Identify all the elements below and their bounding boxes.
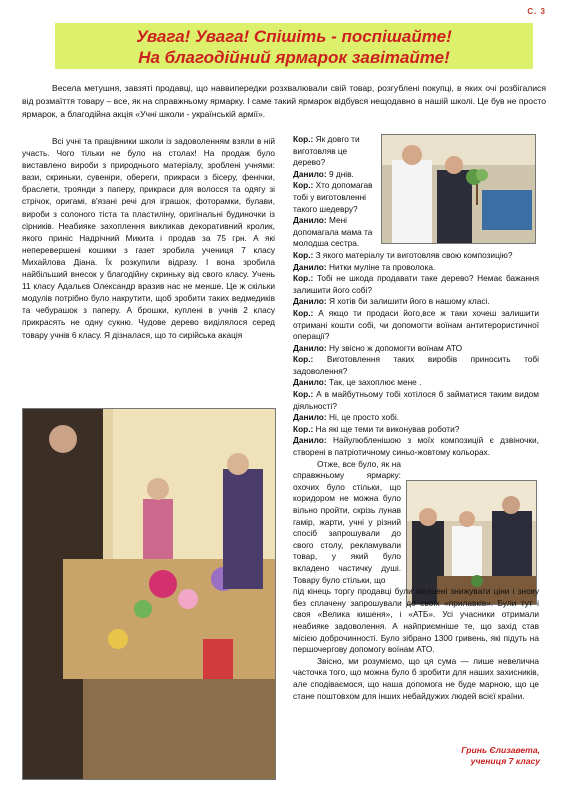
fair-tables-photo <box>22 408 276 780</box>
left-column <box>22 135 275 341</box>
intro-text: Весела метушня, завзяті продавці, що наввипередки розхвалювали свій товар, розгублені покупці, в яких очі розбігалися від розмаїття товару – все, як на справжньому ярмарку. І саме такий ярмарок відбувся нещодавно в нашій школі. Це був не просто ярмарок, а благодійна акція «Учні школи - українській армії». <box>22 83 546 119</box>
interview-speaker: Кор.: <box>293 354 314 365</box>
interview-row <box>293 435 539 458</box>
interview-line: Найулюбленішою з моїх композицій є дзвіночки, створені в патріотичному синьо-жовтому кольорах. <box>293 435 539 458</box>
interview-line: А якщо ти продаси його,все ж таки хочеш залишити отримані кошти собі, чи допомогти воїнам антитерористичної операції? <box>293 307 539 342</box>
interview-list <box>293 134 539 459</box>
interview-speaker: Кор.: <box>293 307 314 318</box>
interview-speaker: Кор.: <box>293 423 314 434</box>
closing-full-text: під кінець торгу продавці були змушені знижувати ціни і знову без сплачену запрошували до своїх «прилавків». Були тут і своя «Велика кишеня», і «АТБ». Усі учасники отримали неабияке задоволення. А найприємніше те, що захід став місією доброчинності. Було зібрано 1300 гривень, які підуть на першочергову допомогу воїнам АТО. <box>293 586 539 655</box>
closing-wrap-text: Отже, все було, як на справжньому ярмарку: охочих було стільки, що коридором не можна було вільно пройти, скрізь лунав гамір, жарти, учні у різний спосіб запрошували до свого столу, рекламували товар, у який було вкладено частичку душі. Товару було стільки, що <box>293 458 401 585</box>
interview-row <box>293 296 539 308</box>
intro-paragraph <box>22 82 546 121</box>
interview-line: Нитки муліне та проволока. <box>326 261 436 272</box>
title-line-1: Увага! Увага! Спішіть - поспішайте! <box>136 27 452 46</box>
left-column-text: Всі учні та працівники школи із задоволенням взяли в ній участь. Чого тільки не було на столах! На продаж було виставлено вироби з природнього матеріалу, зроблені учнями: вази, скриньки, сувеніри, обереги, прикраси з бісеру, фенічки, браслети, троянди з паперу, прикраси для волосся та одягу зі стрічок, оригамі, в'язані речі для іграшок, фоторамки, булави, вироби з солоного тіста та пластиліну, оригінальні будиночки із сірників. Неабияке захоплення викликав декоративний кролик, якого приніс Надрічний Микита і продав за 75 грн. А які неперевершені кошики з газет зробила учениця 7 класу Михайлова Діана. Їх розкупили відразу. І вона зробила найбільший внесок у благодійну скриньку від свого класу. Учень 11 класу Адальєв Олександр вразив нас не менше. Це ж скільки модулів потрібно було накрутити, щоб зробити таких ведмедиків та чебурашок з паперу. А брошки, куплені в учнів 2 класу прикрасять не одну сукню. Чудове дерево виділялося серед товару учнів 6 класу. Я дізналася, що то сирійська акація <box>22 136 275 340</box>
interview-line: Так, це захоплює мене . <box>326 377 422 388</box>
interview-column <box>293 134 539 702</box>
interview-row <box>293 215 377 250</box>
interview-line: На які ще теми ти виконував роботи? <box>313 423 460 434</box>
interview-row <box>293 377 539 389</box>
author-role: учениця 7 класу <box>470 756 540 766</box>
interview-line: Тобі не шкода продавати таке дерево? Немає бажання залишити його собі? <box>293 273 539 295</box>
interview-row <box>293 354 539 377</box>
interview-line: Я хотів би залишити його в нашому класі. <box>326 296 490 307</box>
author-name: Гринь Єлизавета, <box>461 745 540 755</box>
interview-line: Хто допомагав тобі у виготовленні такого шедевру? <box>293 180 373 214</box>
interview-row <box>293 180 377 215</box>
interview-speaker: Данило: <box>293 412 327 423</box>
interview-row <box>293 389 539 412</box>
interview-speaker: Данило: <box>293 168 327 179</box>
interview-speaker: Данило: <box>293 215 327 226</box>
closing-final-text: Звісно, ми розуміємо, що ця сума — лише невелична часточка того, що можна було б зробити для наших захисників, але сподіваємося, що наша допомога не буде марною, що це стане поштовхом для інших небайдужих людей всієї країни. <box>293 655 539 701</box>
title-line-2: На благодійний ярмарок завітайте! <box>138 48 450 67</box>
interview-speaker: Кор.: <box>293 389 314 400</box>
interview-speaker: Кор.: <box>293 273 314 284</box>
interview-speaker: Данило: <box>293 296 327 307</box>
interview-line: Мені допомагала мама та молодша сестра. <box>293 215 373 249</box>
interview-row <box>293 273 539 296</box>
interview-line: 9 днів. <box>326 168 354 179</box>
interview-row <box>293 424 539 436</box>
interview-line: Ну звісно ж допомогти воїнам АТО <box>326 342 463 353</box>
interview-line: Виготовлення таких виробів приносить тобі задоволення? <box>293 354 539 376</box>
interview-line: Як довго ти виготовляв це дерево? <box>293 134 360 168</box>
interview-row <box>293 412 539 424</box>
title-banner <box>55 23 533 69</box>
author-signature <box>461 745 540 767</box>
interview-row <box>293 308 539 343</box>
interview-speaker: Данило: <box>293 261 327 272</box>
interview-row <box>293 169 377 181</box>
interview-speaker: Данило: <box>293 377 327 388</box>
interview-line: Ні, це просто хобі. <box>326 412 400 423</box>
interview-speaker: Кор.: <box>293 180 314 191</box>
interview-speaker: Кор.: <box>293 134 314 144</box>
interview-line: А в майбутньому тобі хотілося б займатися таким видом діяльності? <box>293 389 539 411</box>
interview-speaker: Кор.: <box>293 249 314 260</box>
interview-line: З якого матеріалу ти виготовляв свою композицію? <box>313 249 513 260</box>
interview-speaker: Данило: <box>293 342 327 353</box>
page-number: С. 3 <box>527 7 546 16</box>
interview-row <box>293 343 539 355</box>
interview-row <box>293 134 377 169</box>
interview-row <box>293 262 539 274</box>
interview-speaker: Данило: <box>293 435 327 446</box>
interview-row <box>293 250 539 262</box>
